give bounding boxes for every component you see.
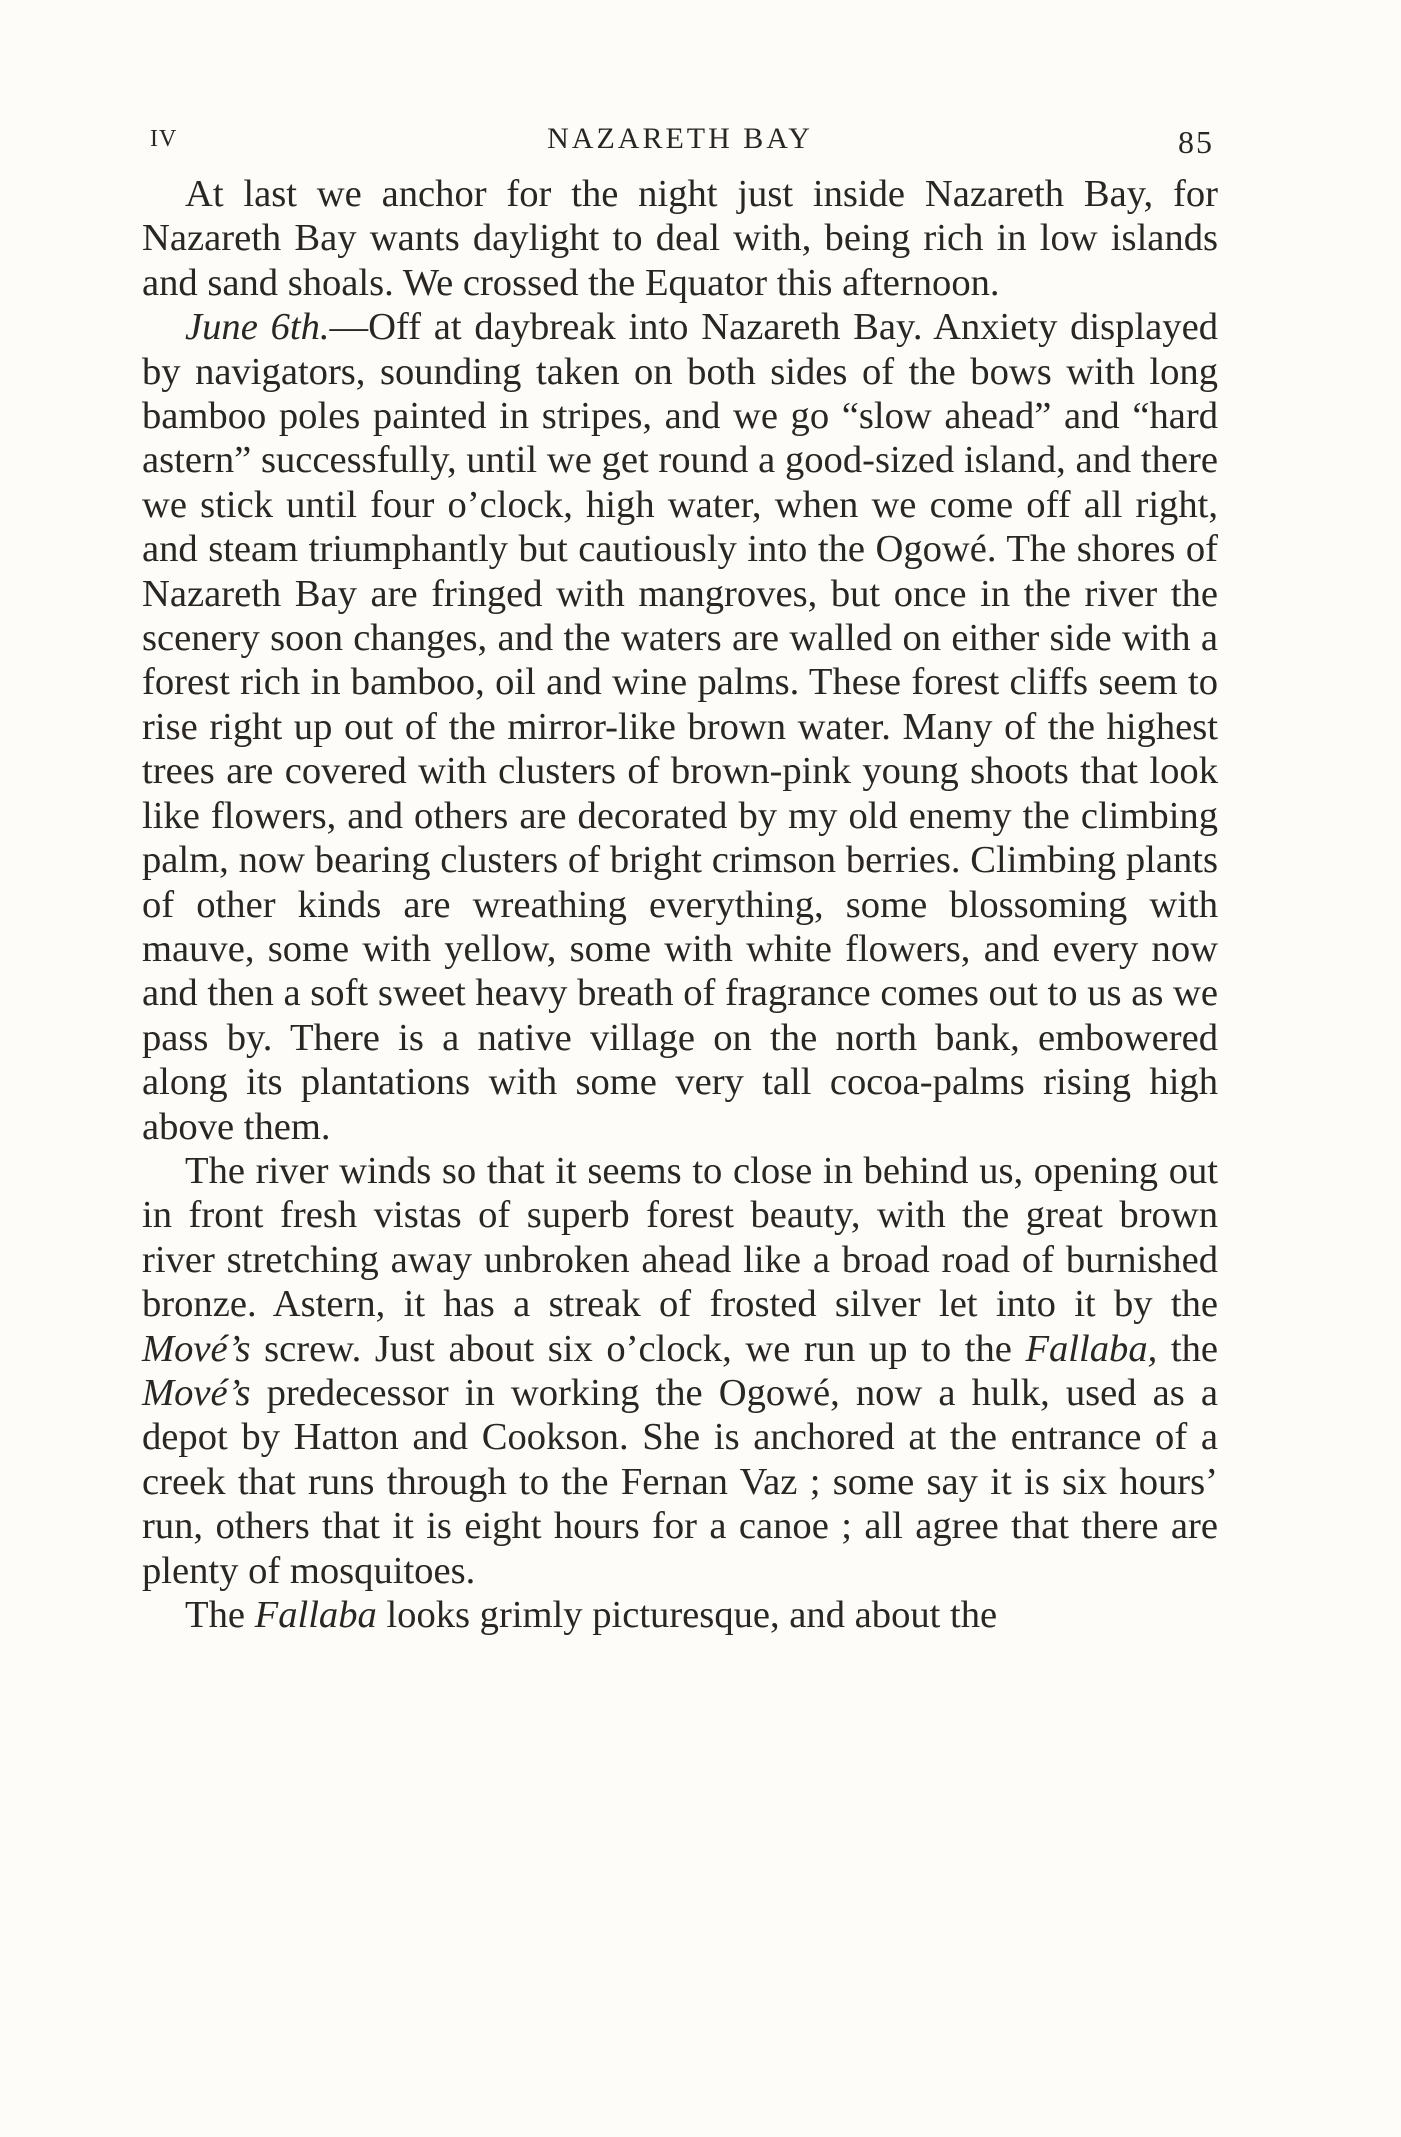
book-page bbox=[142, 118, 1218, 1637]
date-heading: June 6th. bbox=[185, 306, 330, 349]
chapter-number: IV bbox=[150, 126, 178, 152]
page-number: 85 bbox=[1178, 124, 1214, 160]
body-text bbox=[142, 172, 1218, 1637]
ship-name: Fallaba, bbox=[1025, 1327, 1158, 1370]
text-run: screw. Just about six o’clock, we run up to the bbox=[250, 1327, 1026, 1370]
ship-name: Mové’s bbox=[142, 1327, 251, 1370]
running-title: NAZARETH BAY bbox=[547, 122, 813, 155]
text-run: the bbox=[1157, 1327, 1218, 1370]
text-run: looks grimly picturesque, and about the bbox=[376, 1594, 998, 1636]
text-run: At last we anchor for the night just inside Nazareth Bay, for Nazareth Bay wants daylight to deal with, being rich in low islands and sand shoals. We crossed the Equator this afternoon. bbox=[142, 173, 1218, 304]
paragraph-2 bbox=[142, 305, 1218, 1149]
running-head bbox=[142, 118, 1218, 172]
paragraph-1 bbox=[142, 172, 1218, 305]
text-run: —Off at daybreak into Nazareth Bay. Anxiety displayed by navigators, sounding taken on both sides of the bows with long bamboo poles painted in stripes, and we go “slow ahead” and “hard astern” successfully, until we get round a good-sized island, and there we stick until four o’clock, high water, when we come off all right, and steam triumphantly but cautiously into the Ogowé. The shores of Nazareth Bay are fringed with mangroves, but once in the river the scenery soon changes, and the waters are walled on either side with a forest rich in bamboo, oil and wine palms. These forest cliffs seem to rise right up out of the mirror-like brown water. Many of the highest trees are covered with clusters of brown-pink young shoots that look like flowers, and others are decorated by my old enemy the climbing palm, now bearing clusters of bright crimson berries. Climbing plants of other kinds are wreathing everything, some blossoming with mauve, some with yellow, some with white flowers, and every now and then a soft sweet heavy breath of fragrance comes out to us as we pass by. There is a native village on the north bank, embowered along its plantations with some very tall cocoa-palms rising high above them. bbox=[142, 306, 1218, 1148]
ship-name: Mové’s bbox=[142, 1371, 251, 1414]
text-run: The bbox=[185, 1594, 255, 1636]
ship-name: Fallaba bbox=[254, 1594, 377, 1636]
paragraph-4 bbox=[142, 1593, 1218, 1637]
paragraph-3 bbox=[142, 1149, 1218, 1593]
text-run: The river winds so that it seems to close in behind us, opening out in front fresh vistas of superb forest beauty, with the great brown river stretching away unbroken ahead like a broad road of burnished bronze. Astern, it has a streak of frosted silver let into it by the bbox=[142, 1149, 1218, 1326]
text-run: predecessor in working the Ogowé, now a hulk, used as a depot by Hatton and Cookson. She is anchored at the entrance of a creek that runs through to the Fernan Vaz ; some say it is six hours’ run, others that it is eight hours for a canoe ; all agree that there are plenty of mosquitoes. bbox=[142, 1371, 1218, 1592]
